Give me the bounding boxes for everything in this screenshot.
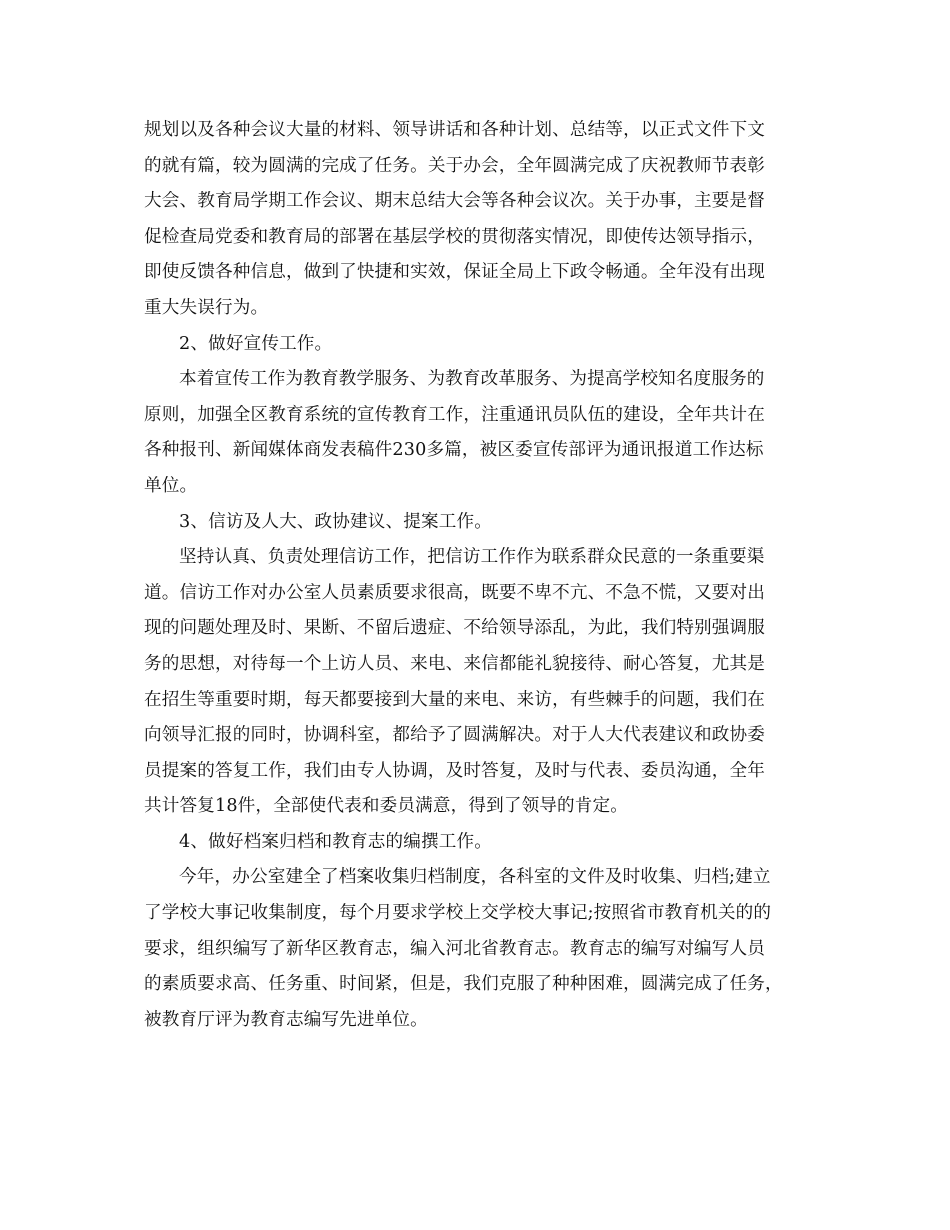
- text-line: 重大失误行为。: [144, 297, 269, 318]
- paragraph-start: 今年，办公室建全了档案收集归档制度，各科室的文件及时收集、归档;建立: [179, 867, 771, 888]
- text-line: 向领导汇报的同时，协调科室，都给予了圆满解决。对于人大代表建议和政协委: [144, 725, 766, 746]
- section-heading-3: 3、信访及人大、政协建议、提案工作。: [179, 511, 492, 532]
- text-line: 务的思想，对待每一个上访人员、来电、来信都能礼貌接待、耐心答复，尤其是: [144, 653, 766, 674]
- section-heading-2: 2、做好宣传工作。: [179, 333, 333, 354]
- text-line: 原则，加强全区教育系统的宣传教育工作，注重通讯员队伍的建设，全年共计在: [144, 404, 766, 425]
- text-line: 单位。: [144, 475, 198, 496]
- document-body: [144, 113, 808, 1038]
- text-line: 共计答复18件，全部使代表和委员满意，得到了领导的肯定。: [144, 796, 629, 817]
- text-line: 现的问题处理及时、果断、不留后遗症、不给领导添乱，为此，我们特别强调服: [144, 618, 766, 639]
- text-line: 的素质要求高、任务重、时间紧，但是，我们克服了种种困难，圆满完成了任务，: [144, 974, 783, 995]
- text-line: 大会、教育局学期工作会议、期末总结大会等各种会议次。关于办事，主要是督: [144, 191, 766, 212]
- section-heading-4: 4、做好档案归档和教育志的编撰工作。: [179, 831, 492, 852]
- text-line: 各种报刊、新闻媒体商发表稿件230多篇，被区委宣传部评为通讯报道工作达标: [144, 440, 764, 461]
- text-line: 员提案的答复工作，我们由专人协调，及时答复，及时与代表、委员沟通，全年: [144, 760, 766, 781]
- text-line: 在招生等重要时期，每天都要接到大量的来电、来访，有些棘手的问题，我们在: [144, 689, 766, 710]
- text-line: 促检查局党委和教育局的部署在基层学校的贯彻落实情况，即使传达领导指示，: [144, 226, 766, 247]
- text-line: 道。信访工作对办公室人员素质要求很高，既要不卑不亢、不急不慌，又要对出: [144, 582, 766, 603]
- text-line: 要求，组织编写了新华区教育志，编入河北省教育志。教育志的编写对编写人员: [144, 938, 766, 959]
- text-line: 了学校大事记收集制度，每个月要求学校上交学校大事记;按照省市教育机关的的: [144, 903, 772, 924]
- text-line: 规划以及各种会议大量的材料、领导讲话和各种计划、总结等，以正式文件下文: [144, 120, 766, 140]
- text-line: 即使反馈各种信息，做到了快捷和实效，保证全局上下政令畅通。全年没有出现: [144, 262, 766, 283]
- paragraph-start: 坚持认真、负责处理信访工作，把信访工作作为联系群众民意的一条重要渠: [179, 547, 765, 568]
- paragraph-start: 本着宣传工作为教育教学服务、为教育改革服务、为提高学校知名度服务的: [179, 369, 765, 390]
- text-line: 的就有篇，较为圆满的完成了任务。关于办会，全年圆满完成了庆祝教师节表彰: [144, 155, 766, 176]
- text-line: 被教育厅评为教育志编写先进单位。: [144, 1009, 428, 1030]
